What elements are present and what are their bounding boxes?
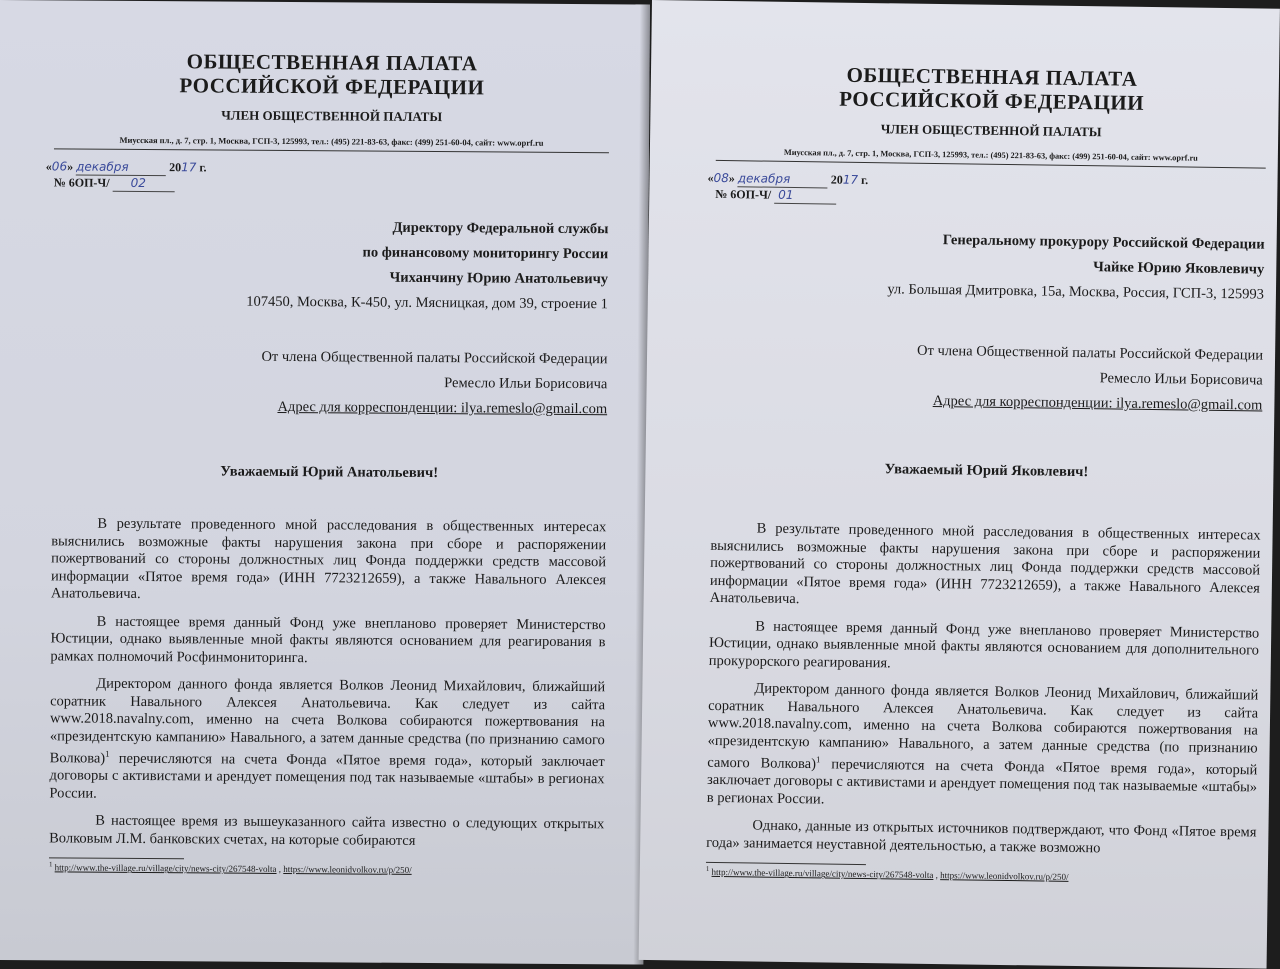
outgoing-number-label: № 6ОП-Ч/: [715, 186, 772, 202]
number-line: [54, 175, 175, 192]
sender-email: Адрес для корреспонденции: ilya.remeslo@gmail.com: [932, 392, 1263, 414]
addressee-name: Чайке Юрию Яковлевичу: [1093, 259, 1265, 278]
addressee-address: ул. Большая Дмитровка, 15а, Москва, Россия, ГСП-3, 125993: [887, 281, 1265, 303]
date-quote-open: «: [707, 170, 714, 185]
addressee-address: 107450, Москва, К-450, ул. Мясницкая, дом 39, строение 1: [246, 293, 608, 313]
greeting: Уважаемый Юрий Анатольевич!: [220, 463, 439, 482]
footnote-divider: [49, 858, 184, 860]
addressee-block: [53, 213, 609, 317]
sender-line1: От члена Общественной палаты Российской Федерации: [916, 342, 1264, 364]
sender-block: [52, 343, 608, 422]
footnote-separator: ,: [276, 864, 284, 875]
addressee-line2: по финансовому мониторингу России: [362, 244, 609, 263]
org-title-line2: РОССИЙСКОЙ ФЕДЕРАЦИИ: [839, 86, 1145, 115]
footnote-separator: ,: [933, 870, 941, 881]
footnote-link-1: http://www.the-village.ru/village/city/news-city/267548-volta: [54, 862, 277, 875]
number-blank: [113, 176, 175, 192]
sender-email: Адрес для корреспонденции: ilya.remeslo@gmail.com: [277, 398, 608, 418]
number-line: [715, 187, 836, 205]
body-paragraph-2: В настоящее время данный Фонд уже внепланово проверяет Министерство Юстиции, однако выявленные мной факты являются основанием для реагирования в рамках полномочий Росфинмониторинга.: [50, 613, 606, 666]
date-month-handwritten: декабря: [76, 159, 129, 174]
date-quote-open: «: [45, 159, 52, 174]
date-year-handwritten: 17: [842, 172, 859, 187]
date-suffix: г.: [199, 160, 207, 175]
body-paragraph-4: Однако, данные из открытых источников подтверждают, что Фонд «Пятое время года» занимается неуставной деятельностью, а также возможно: [706, 817, 1257, 857]
addressee-block: [714, 225, 1265, 308]
body-paragraph-3-part2: перечисляются на счета Фонда «Пятое время года», который заключает договоры с активистами и арендует помещения под так называемые «штабы» в регионах России.: [49, 750, 605, 802]
addressee-line1: Генеральному прокурору Российской Федерации: [942, 232, 1265, 253]
date-year-handwritten: 17: [181, 160, 197, 175]
date-year-prefix: 20: [830, 172, 843, 187]
greeting: Уважаемый Юрий Яковлевич!: [884, 461, 1089, 481]
date-month-blank: [76, 160, 166, 177]
letterhead-contacts: Миусская пл., д. 7, стр. 1, Москва, ГСП-3, 125993, тел.: (495) 221-83-63, факс: (499) 251-60-04, сайт: www.oprf.ru: [119, 134, 544, 148]
body-paragraph-1: В результате проведенного мной расследования в общественных интересах выяснились возможные факты нарушения закона при сборе и распоряжении пожертвований со стороны должностных лиц Фонда поддержки средств массовой информации «Пятое время года» (ИНН 7723212659), а также Навального Алексея Анатольевича.: [50, 515, 607, 602]
sender-block: [712, 336, 1263, 419]
footnote: [706, 865, 1256, 885]
date-quote-close: »: [728, 171, 735, 186]
number-handwritten: 01: [778, 187, 794, 202]
body-paragraph-3: [49, 675, 605, 806]
org-title-line2: РОССИЙСКОЙ ФЕДЕРАЦИИ: [179, 73, 485, 100]
body-paragraph-3: [707, 680, 1259, 815]
letter-content: [45, 48, 610, 876]
body-paragraph-3-part1: Директором данного фонда является Волков Леонид Михайлович, ближайший соратник Навального Алексея Анатольевича. Как следует из сайта www.2018.navalny.com, именно на счета Волкова собираются пожертвования на «президентскую кампанию» Навального, а затем данные средства (по признанию самого Волкова): [707, 680, 1259, 773]
date-day-handwritten: 06: [51, 159, 68, 174]
date-month-blank: [738, 171, 828, 188]
sender-line1: От члена Общественной палаты Российской Федерации: [261, 348, 608, 368]
org-title-line1: ОБЩЕСТВЕННАЯ ПАЛАТА: [186, 49, 478, 76]
date-number-block: [707, 167, 1266, 215]
date-quote-close: »: [67, 159, 74, 174]
letter-page-right: [639, 0, 1280, 969]
footnote-link-2: https://www.leonidvolkov.ru/p/250/: [283, 864, 412, 876]
addressee-line1: Директору Федеральной службы: [392, 219, 609, 238]
date-day-handwritten: 08: [713, 170, 729, 186]
footnote-ref: 1: [815, 754, 821, 765]
letterhead-divider: [54, 148, 609, 153]
addressee-name: Чиханчину Юрию Анатольевичу: [389, 269, 609, 288]
body-paragraph-3-part2: перечисляются на счета Фонда «Пятое время года», который заключает договоры с активистами и арендует помещения под так называемые «штабы» в регионах России.: [706, 756, 1258, 808]
date-suffix: г.: [860, 172, 869, 188]
outgoing-number-label: № 6ОП-Ч/: [53, 175, 110, 190]
member-title: ЧЛЕН ОБЩЕСТВЕННОЙ ПАЛАТЫ: [221, 107, 443, 125]
body-paragraph-4: В настоящее время из вышеуказанного сайта известно о следующих открытых Волковым Л.М. банковских счетах, на которые собираются: [49, 813, 605, 849]
footnote-number: 1: [48, 860, 53, 869]
org-title-line1: ОБЩЕСТВЕННАЯ ПАЛАТА: [846, 62, 1138, 91]
letter-body: [706, 520, 1261, 860]
letter-body: [49, 515, 606, 851]
org-title: [716, 61, 1267, 117]
body-paragraph-1: В результате проведенного мной расследования в общественных интересах выяснились возможные факты нарушения закона при сборе и распоряжении пожертвований со стороны должностных лиц Фонда поддержки средств массовой информации «Пятое время года» (ИНН 7723212659), а также Навального Алексея Анатольевича.: [709, 520, 1261, 608]
sender-name: Ремесло Ильи Борисовича: [1099, 370, 1263, 389]
date-line: [46, 159, 207, 176]
body-paragraph-2: В настоящее время данный Фонд уже внепланово проверяет Министерство Юстиции, однако выявленные мной факты являются основанием для дополнительного прокурорского реагирования.: [708, 618, 1260, 671]
footnote-ref: 1: [105, 748, 110, 759]
footnote-link-1: http://www.the-village.ru/village/city/news-city/267548-volta: [711, 867, 934, 881]
body-paragraph-3-part1: Директором данного фонда является Волков Леонид Михайлович, ближайший соратник Навального Алексея Анатольевича. Как следует из сайта www.2018.navalny.com, именно на счета Волкова собираются пожертвования на «президентскую кампанию» Навального, а затем данные средства (по признанию самого Волкова): [49, 675, 606, 767]
date-year-prefix: 20: [169, 160, 182, 175]
footnote: [49, 861, 604, 877]
date-month-handwritten: декабря: [737, 171, 791, 186]
number-handwritten: 02: [130, 175, 146, 191]
date-number-block: [45, 155, 609, 199]
sender-name: Ремесло Ильи Борисовича: [444, 375, 608, 393]
footnote-link-2: https://www.leonidvolkov.ru/p/250/: [940, 870, 1069, 883]
letterhead-contacts: Миусская пл., д. 7, стр. 1, Москва, ГСП-3, 125993, тел.: (495) 221-83-63, факс: (499) 251-60-04, сайт: www.oprf.ru: [783, 147, 1198, 163]
org-title: [54, 48, 609, 100]
letter-content: [706, 61, 1267, 885]
footnote-number: 1: [705, 865, 710, 874]
number-blank: [774, 188, 836, 205]
member-title: ЧЛЕН ОБЩЕСТВЕННОЙ ПАЛАТЫ: [880, 121, 1102, 140]
